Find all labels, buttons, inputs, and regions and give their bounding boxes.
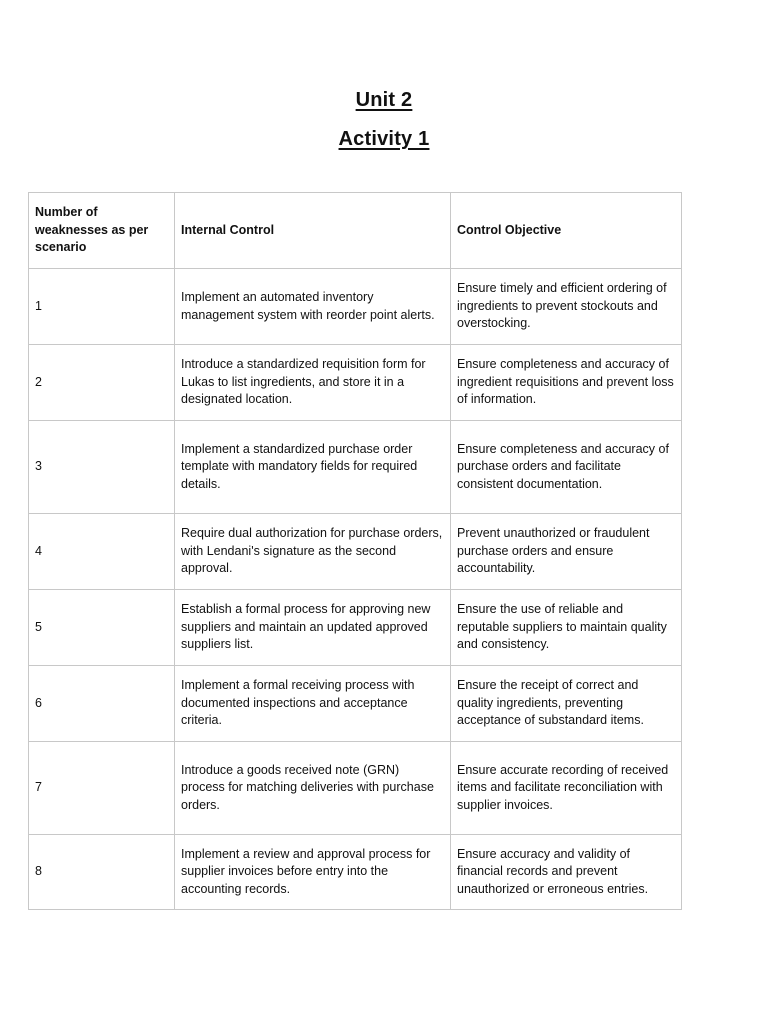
weakness-number: 2 (29, 345, 175, 421)
weakness-number: 6 (29, 666, 175, 742)
control-objective-cell: Ensure timely and efficient ordering of ingredients to prevent stockouts and overstocking. (451, 269, 682, 345)
table-row (29, 421, 682, 514)
table-row (29, 514, 682, 590)
internal-control-cell: Introduce a goods received note (GRN) process for matching deliveries with purchase orders. (175, 742, 451, 835)
weakness-number: 4 (29, 514, 175, 590)
table-row (29, 590, 682, 666)
weakness-number: 3 (29, 421, 175, 514)
control-objective-cell: Ensure accurate recording of received items and facilitate reconciliation with supplier invoices. (451, 742, 682, 835)
control-objective-cell: Ensure completeness and accuracy of ingredient requisitions and prevent loss of information. (451, 345, 682, 421)
internal-controls-table (28, 192, 682, 910)
control-objective-cell: Prevent unauthorized or fraudulent purchase orders and ensure accountability. (451, 514, 682, 590)
control-objective-cell: Ensure the receipt of correct and quality ingredients, preventing acceptance of substandard items. (451, 666, 682, 742)
internal-control-cell: Implement an automated inventory management system with reorder point alerts. (175, 269, 451, 345)
control-objective-cell: Ensure completeness and accuracy of purchase orders and facilitate consistent documentation. (451, 421, 682, 514)
internal-control-cell: Establish a formal process for approving new suppliers and maintain an updated approved suppliers list. (175, 590, 451, 666)
table-row (29, 835, 682, 910)
header-control-objective: Control Objective (451, 193, 682, 269)
internal-control-cell: Implement a review and approval process for supplier invoices before entry into the accounting records. (175, 835, 451, 910)
header-internal-control: Internal Control (175, 193, 451, 269)
internal-control-cell: Introduce a standardized requisition form for Lukas to list ingredients, and store it in a designated location. (175, 345, 451, 421)
header-weakness-number: Number of weaknesses as per scenario (29, 193, 175, 269)
table-row (29, 269, 682, 345)
table-row (29, 345, 682, 421)
weakness-number: 1 (29, 269, 175, 345)
weakness-number: 5 (29, 590, 175, 666)
weakness-number: 8 (29, 835, 175, 910)
control-objective-cell: Ensure accuracy and validity of financial records and prevent unauthorized or erroneous entries. (451, 835, 682, 910)
table-row (29, 666, 682, 742)
unit-title: Unit 2 (355, 89, 413, 111)
weakness-number: 7 (29, 742, 175, 835)
control-objective-cell: Ensure the use of reliable and reputable suppliers to maintain quality and consistency. (451, 590, 682, 666)
table-row (29, 742, 682, 835)
table-header-row (29, 193, 682, 269)
activity-title: Activity 1 (338, 128, 430, 150)
internal-control-cell: Implement a standardized purchase order template with mandatory fields for required details. (175, 421, 451, 514)
internal-control-cell: Require dual authorization for purchase orders, with Lendani's signature as the second approval. (175, 514, 451, 590)
internal-control-cell: Implement a formal receiving process with documented inspections and acceptance criteria. (175, 666, 451, 742)
